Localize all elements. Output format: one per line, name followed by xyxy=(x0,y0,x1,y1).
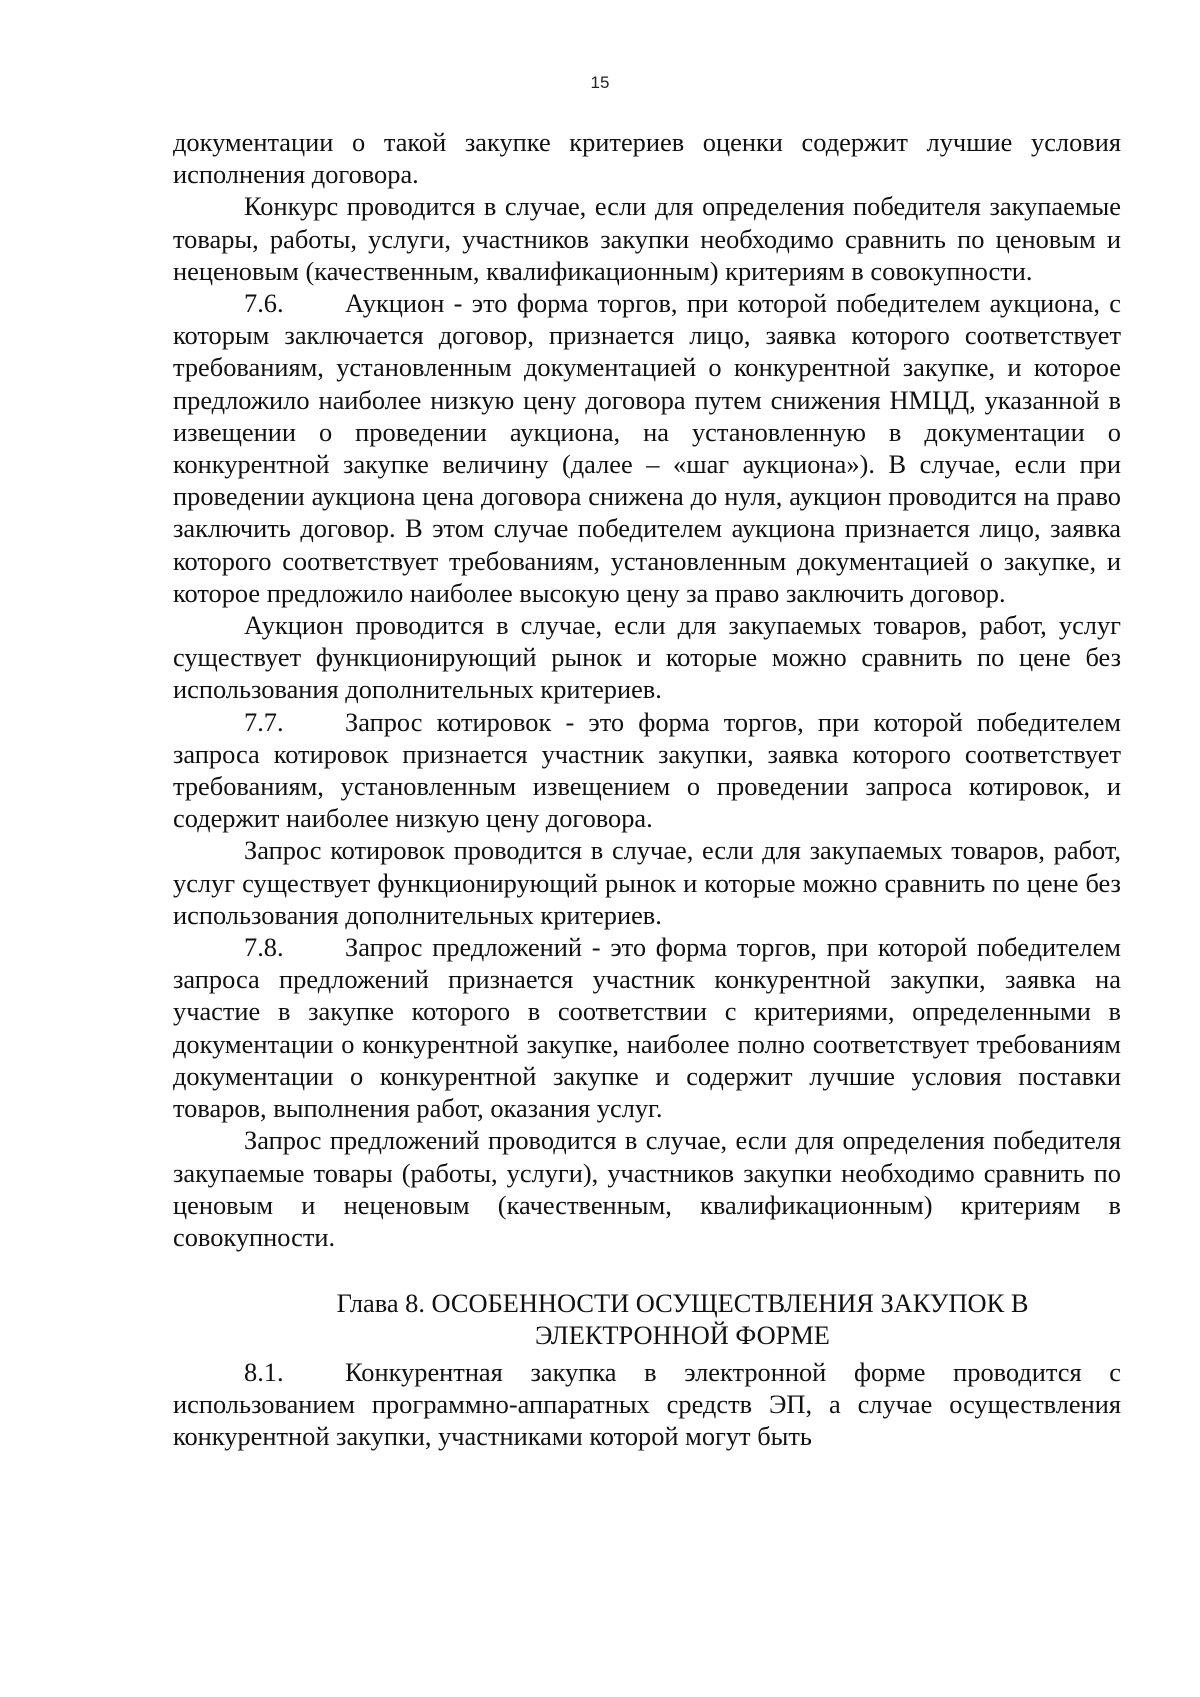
clause-number: 7.8. xyxy=(244,932,284,963)
clause-7-7 xyxy=(173,706,1121,835)
paragraph-text: Запрос котировок проводится в случае, если для закупаемых товаров, работ, услуг существует функционирующий рынок и которые можно сравнить по цене без использования дополнительных критериев. xyxy=(173,835,1121,930)
clause-number: 7.7. xyxy=(244,706,284,737)
paragraph-continuation xyxy=(173,126,1121,190)
clause-7-6 xyxy=(173,287,1121,609)
paragraph-text: Запрос предложений проводится в случае, если для определения победителя закупаемые товары (работы, услуги), участников закупки необходимо сравнить по ценовым и неценовым (качественным, квалификационным) критериям в совокупности. xyxy=(173,1125,1121,1252)
paragraph-text: Запрос котировок - это форма торгов, при которой победителем запроса котировок признается участник закупки, заявка которого соответствует требованиям, установленным извещением о проведении запроса котировок, и содержит наиболее низкую цену договора. xyxy=(173,706,1121,834)
document-body xyxy=(173,126,1121,1452)
clause-number: 8.1. xyxy=(244,1356,284,1387)
chapter-heading xyxy=(173,1287,1121,1351)
paragraph-text: Аукцион проводится в случае, если для закупаемых товаров, работ, услуг существует функционирующий рынок и которые можно сравнить по цене без использования дополнительных критериев. xyxy=(173,610,1121,705)
paragraph-auction-conditions xyxy=(173,609,1121,706)
paragraph-text: документации о такой закупке критериев оценки содержит лучшие условия исполнения договора. xyxy=(173,127,1121,190)
paragraph-text: Запрос предложений - это форма торгов, при которой победителем запроса предложений признается участник конкурентной закупки, заявка на участие в закупке которого в соответствии с критериями, определенными в документации о конкурентной закупке, наиболее полно соответствует требованиям документации о конкурентной закупке и содержит лучшие условия поставки товаров, выполнения работ, оказания услуг. xyxy=(173,932,1121,1124)
paragraph-text: Аукцион - это форма торгов, при которой победителем аукциона, с которым заключается договор, признается лицо, заявка которого соответствует требованиям, установленным документацией о конкурентной закупке, и которое предложило наиболее низкую цену договора путем снижения НМЦД, указанной в извещении о проведении аукциона, на установленную в документации о конкурентной закупке величину (далее – «шаг аукциона»). В случае, если при проведении аукциона цена договора снижена до нуля, аукцион проводится на право заключить договор. В этом случае победителем аукциона признается лицо, заявка которого соответствует требованиям, установленным документацией о закупке, и которое предложило наиболее высокую цену за право заключить договор. xyxy=(173,288,1121,608)
chapter-heading-line-1: Глава 8. ОСОБЕННОСТИ ОСУЩЕСТВЛЕНИЯ ЗАКУПОК В xyxy=(336,1288,1029,1319)
page-number: 15 xyxy=(590,73,610,92)
paragraph-quotation-conditions xyxy=(173,834,1121,931)
clause-number: 7.6. xyxy=(244,288,284,319)
chapter-heading-line-2: ЭЛЕКТРОННОЙ ФОРМЕ xyxy=(535,1320,830,1351)
clause-8-1 xyxy=(173,1356,1121,1453)
paragraph-contest-conditions xyxy=(173,190,1121,287)
clause-7-8 xyxy=(173,931,1121,1124)
paragraph-text: Конкурс проводится в случае, если для определения победителя закупаемые товары, работы, услуги, участников закупки необходимо сравнить по ценовым и неценовым (качественным, квалификационным) критериям в совокупности. xyxy=(173,191,1121,286)
paragraph-proposal-conditions xyxy=(173,1124,1121,1253)
paragraph-text: Конкурентная закупка в электронной форме проводится с использованием программно-аппаратных средств ЭП, а случае осуществления конкурентной закупки, участниками которой могут быть xyxy=(173,1356,1121,1451)
